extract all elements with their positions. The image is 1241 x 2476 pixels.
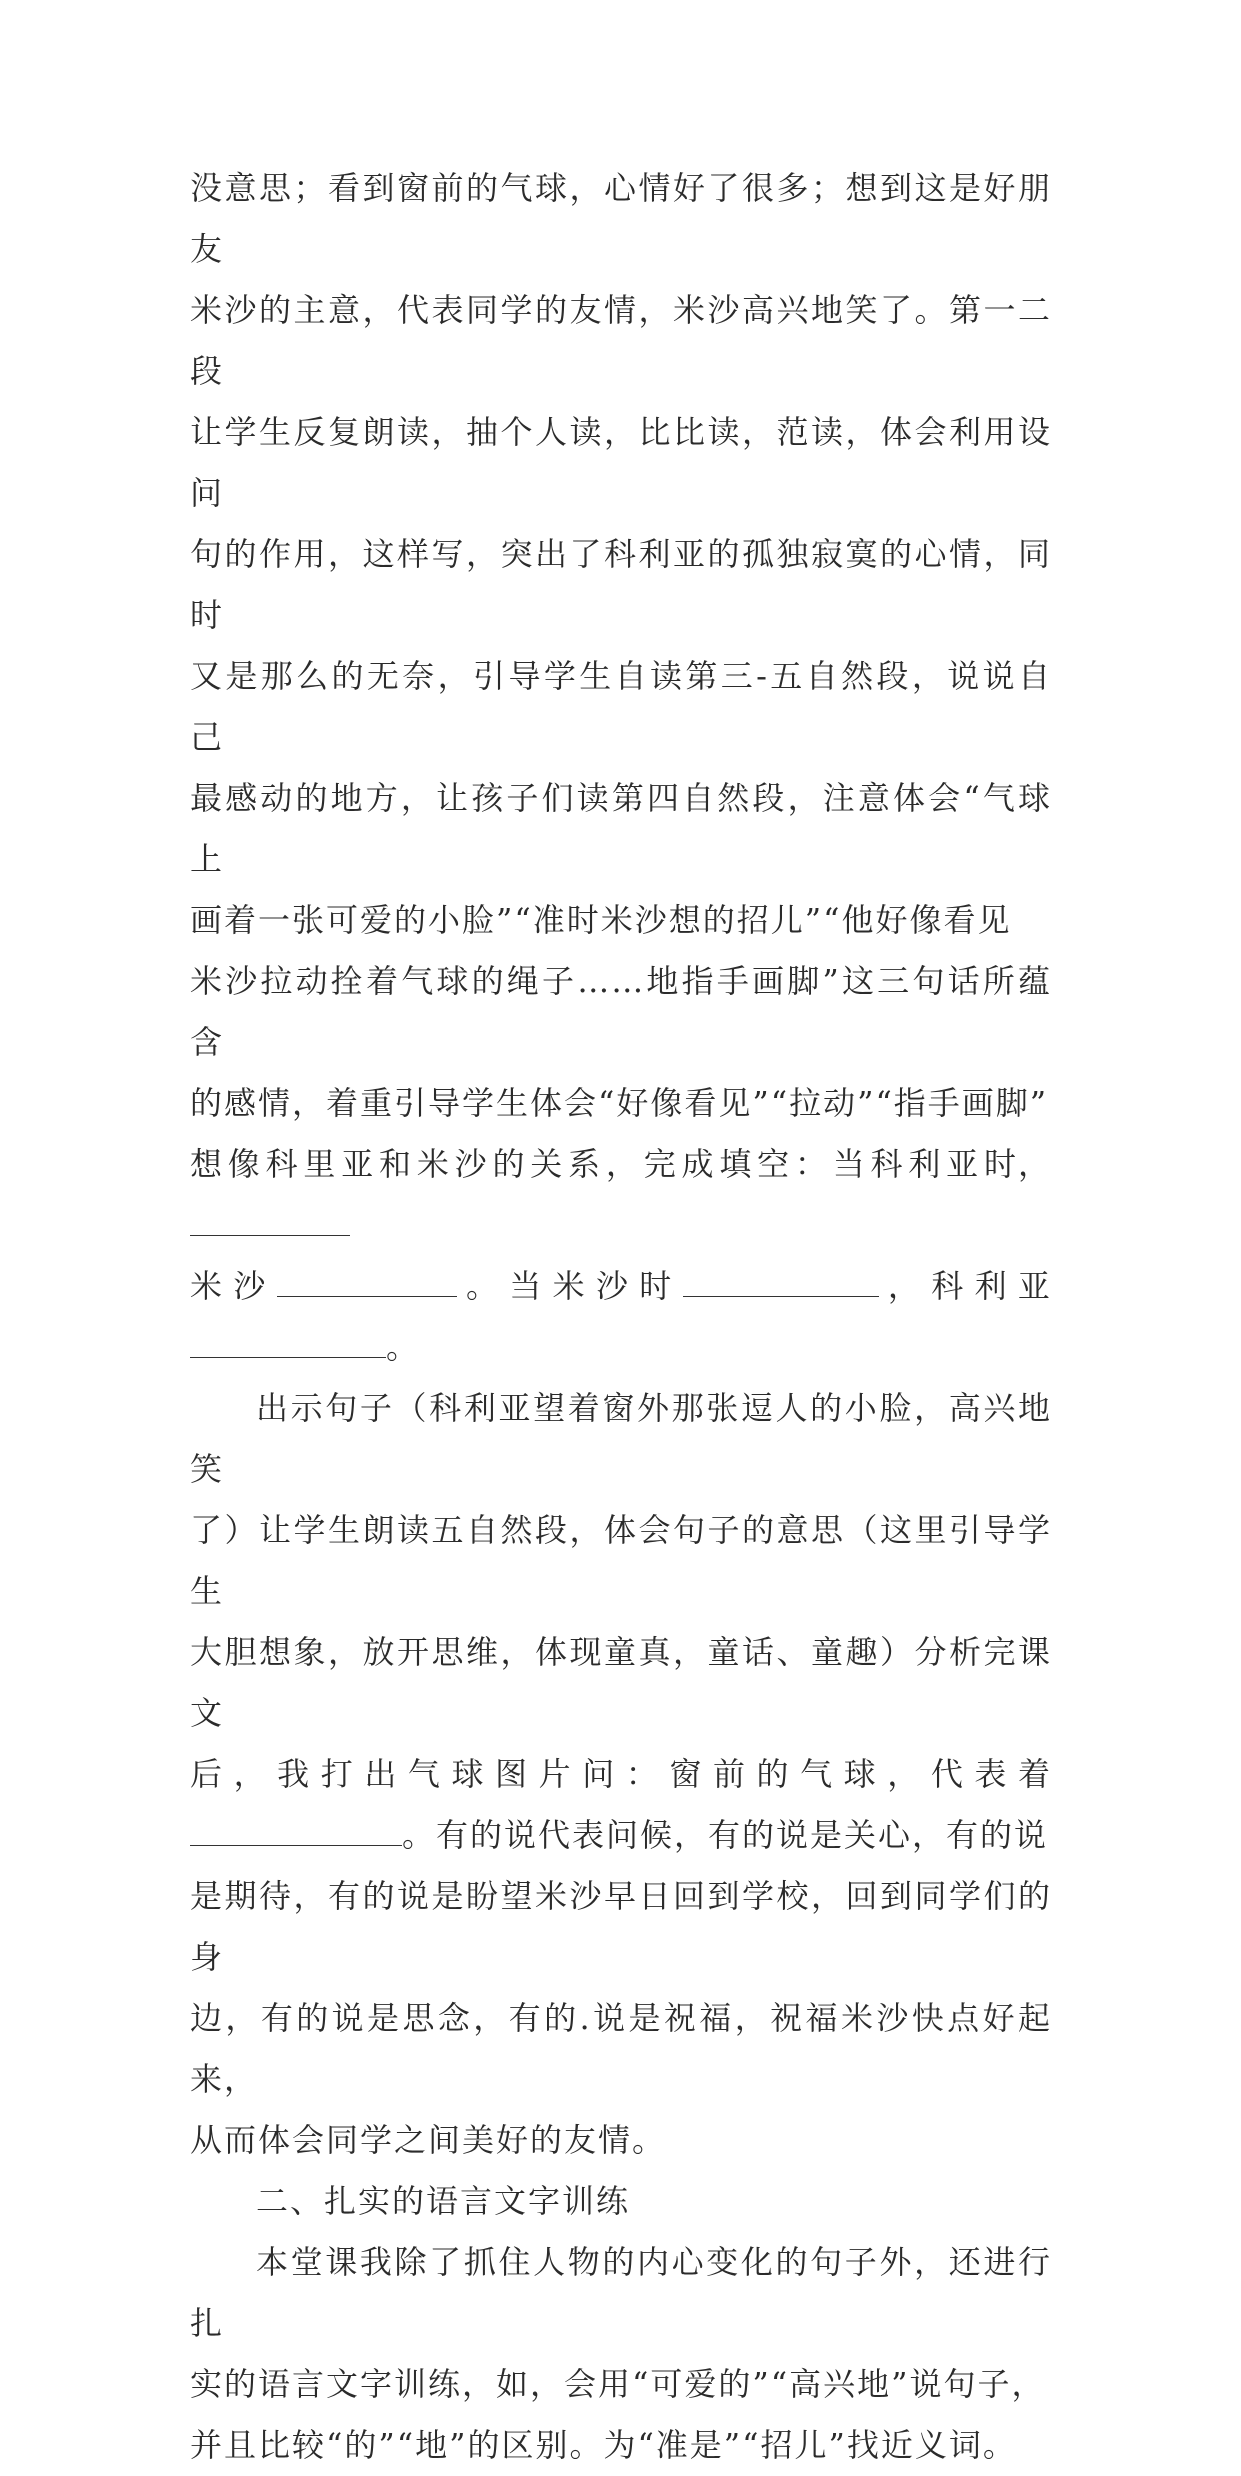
char: 着: [1017, 1755, 1052, 1793]
char: 前: [712, 1755, 747, 1793]
text-line: 又是那么的无奈，引导学生自读第三-五自然段，说说自己: [190, 657, 1052, 756]
char: ，: [887, 1267, 922, 1305]
fill-in-line-c: [190, 1317, 1052, 1378]
char: 我: [277, 1755, 312, 1793]
fill-in-blank: [277, 1270, 457, 1297]
char: 亚: [1017, 1267, 1052, 1305]
text-line: 了）让学生朗读五自然段，体会句子的意思（这里引导学生: [190, 1511, 1052, 1610]
text-line: 。有的说代表问候，有的说是关心，有的说: [402, 1816, 1049, 1854]
text-line: 本堂课我除了抓住人物的内心变化的句子外，还进行扎: [190, 2243, 1052, 2342]
char: 图: [495, 1755, 530, 1793]
char: 片: [538, 1755, 573, 1793]
char: 当: [509, 1267, 544, 1305]
text-line: 没意思；看到窗前的气球，心情好了很多；想到这是好朋友: [190, 169, 1052, 268]
punctuation: ，: [1017, 1145, 1052, 1183]
text-line: 并且比较“的”“地”的区别。为“准是”“招儿”找近义词。: [190, 2426, 1017, 2464]
text-line: 实的语言文字训练，如，会用“可爱的”“高兴地”说句子，: [190, 2365, 1046, 2403]
paragraph-3: [190, 2232, 1052, 2476]
char: 的: [756, 1755, 791, 1793]
spread-line: [190, 1744, 1052, 1805]
section-heading: 二、扎实的语言文字训练: [256, 2182, 631, 2220]
char: 科: [931, 1267, 966, 1305]
char: 沙: [233, 1267, 268, 1305]
fill-in-blank: [190, 1819, 402, 1846]
fill-in-line-b: [190, 1256, 1052, 1317]
char: 球: [843, 1755, 878, 1793]
document-page: [190, 158, 1052, 2476]
char: 打: [320, 1755, 355, 1793]
text-line: 米沙的主意，代表同学的友情，米沙高兴地笑了。第一二段: [190, 291, 1052, 390]
char: 出: [364, 1755, 399, 1793]
fill-in-prompt: 想像科里亚和米沙的关系，完成填空：当科利亚时: [190, 1145, 1018, 1183]
char: 后: [190, 1755, 225, 1793]
char: 。: [465, 1267, 500, 1305]
text-line: 句的作用，这样写，突出了科利亚的孤独寂寞的心情，同时: [190, 535, 1052, 634]
text-line: 米沙拉动拴着气球的绳子……地指手画脚”这三句话所蕴含: [190, 962, 1052, 1061]
char: 球: [451, 1755, 486, 1793]
char: ，: [887, 1755, 922, 1793]
text-line: 大胆想象，放开思维，体现童真，童话、童趣）分析完课文: [190, 1633, 1052, 1732]
fill-in-blank: [190, 1331, 386, 1358]
char: 窗: [669, 1755, 704, 1793]
paragraph-2: [190, 1378, 1052, 2171]
text-line: 画着一张可爱的小脸”“准时米沙想的招儿”“他好像看见: [190, 901, 1012, 939]
char: 气: [800, 1755, 835, 1793]
text-line: 边，有的说是思念，有的.说是祝福，祝福米沙快点好起来，: [190, 1999, 1052, 2098]
char: 米: [552, 1267, 587, 1305]
char: 利: [974, 1267, 1009, 1305]
char: 气: [407, 1755, 442, 1793]
char: 表: [974, 1755, 1009, 1793]
char: 沙: [595, 1267, 630, 1305]
fill-in-line-a: [190, 1134, 1052, 1256]
punctuation: 。: [386, 1328, 421, 1366]
char: 问: [582, 1755, 617, 1793]
char: 时: [639, 1267, 674, 1305]
fill-in-blank: [190, 1209, 350, 1236]
text-line: 出示句子（科利亚望着窗外那张逗人的小脸，高兴地笑: [190, 1389, 1052, 1488]
fill-in-blank: [683, 1270, 879, 1297]
text-line: 让学生反复朗读，抽个人读，比比读，范读，体会利用设问: [190, 413, 1052, 512]
char: 代: [930, 1755, 965, 1793]
char: ：: [625, 1755, 660, 1793]
text-line: 最感动的地方，让孩子们读第四自然段，注意体会“气球上: [190, 779, 1052, 878]
text-line: 的感情，着重引导学生体会“好像看见”“拉动”“指手画脚”: [190, 1084, 1049, 1122]
char: 米: [190, 1267, 225, 1305]
paragraph-1: [190, 158, 1052, 1378]
text-line: 是期待，有的说是盼望米沙早日回到学校，回到同学们的身: [190, 1877, 1052, 1976]
text-line: 从而体会同学之间美好的友情。: [190, 2121, 667, 2159]
blank-line: [190, 1805, 1052, 1866]
char: ，: [233, 1755, 268, 1793]
